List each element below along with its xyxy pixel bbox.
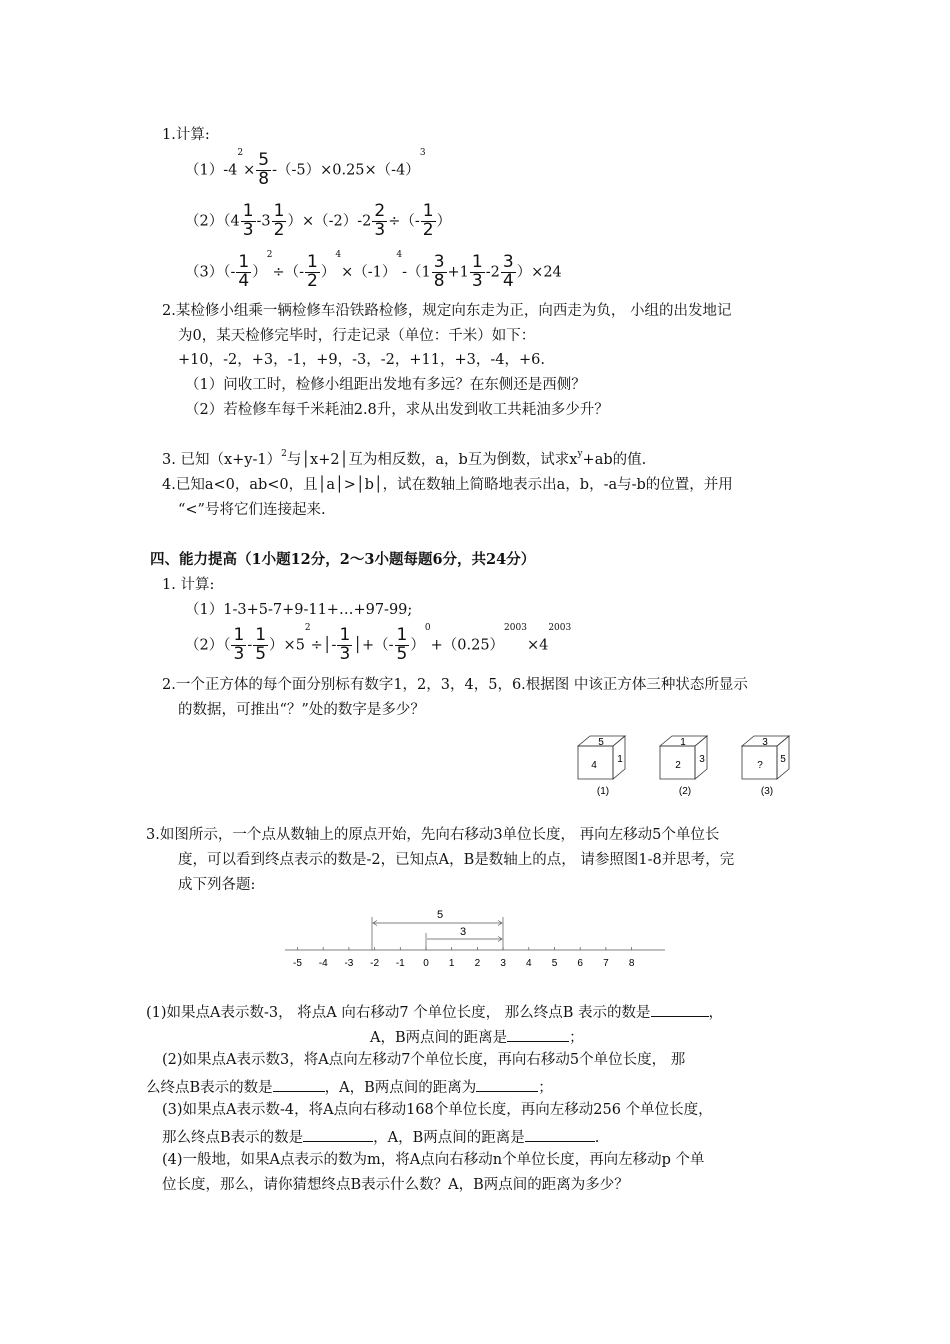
tick-label: 3 (500, 958, 506, 969)
sub1-line1: (1)如果点A表示数-3， 将点A 向右移动7 个单位长度， 那么终点B 表示的数是 ， (146, 1005, 724, 1021)
q1-3: （3）（- $\frac{1}{4}$ ）$^2$÷（- $\frac{1}{2}$ ）$^4\times(-1)^4-(1$ $\frac{3}{8}$ +1 $\frac{1}{3}$ -2 $\frac{3}{4}$ ）×24 (185, 250, 562, 291)
sub3-line2: 那么终点B表示的数是 ，A，B两点间的距离是 . (162, 1130, 600, 1146)
cube-3-top: 3 (762, 737, 768, 748)
s4-q3-line1: 3.如图所示，一个点从数轴上的原点开始，先向右移动3单位长度， 再向左移动5个单位长 (146, 827, 720, 843)
cube-1-side: 1 (617, 754, 623, 765)
cube-1-front: 4 (591, 760, 597, 771)
sub3-blank-distance[interactable] (525, 1128, 595, 1142)
cubes-figure (570, 728, 805, 798)
tick-label: -2 (370, 958, 380, 969)
s4-q1-title: 1. 计算: (162, 577, 215, 593)
cube-2-top: 1 (680, 737, 686, 748)
tick-label: 7 (603, 958, 609, 969)
q1-2: （2）（4 $\frac{1}{3}$ -3 $\frac{1}{2}$ ）×（-2）-2 $\frac{2}{3}$ ÷（- $\frac{1}{2}$ ） (185, 201, 452, 240)
tick-label: -3 (344, 958, 354, 969)
sub1-line2: A，B两点间的距离是 ； (370, 1030, 584, 1046)
cube-3-label: (3) (760, 786, 774, 797)
s4-q2-line2: 的数据，可推出“？”处的数字是多少？ (178, 702, 425, 718)
cube-1-label: (1) (596, 786, 610, 797)
s4-q2-line1: 2.一个正方体的每个面分别标有数字1，2，3，4，5，6.根据图 中该正方体三种状态所显示 (162, 677, 748, 693)
sub2-blank-distance[interactable] (476, 1078, 538, 1092)
section4-heading: 四、能力提高（1小题12分，2～3小题每题6分，共24分） (150, 551, 536, 568)
q3: 3. 已知$(x+y-1)^2$与│x+2│互为相反数，a，b互为倒数，试求$x^y+ab$的值. (162, 449, 647, 468)
cube-2-front: 2 (675, 760, 681, 771)
q4-line1: 4.已知a<0，ab<0，且│a│>│b│，试在数轴上简略地表示出a，b，-a与-b的位置，并用 (162, 477, 733, 493)
cube-3-front: ? (757, 760, 763, 771)
cube-1-top: 5 (598, 737, 604, 748)
sub3-blank-b[interactable] (303, 1128, 373, 1142)
cube-2-side: 3 (699, 754, 705, 765)
sub1-blank-b[interactable] (651, 1003, 709, 1017)
tick-label: 5 (551, 958, 558, 969)
cube-1 (578, 736, 625, 797)
tick-label: 6 (577, 958, 583, 969)
tick-label: 0 (423, 958, 429, 969)
tick-label: 1 (448, 958, 455, 969)
cube-2-label: (2) (678, 786, 692, 797)
q2-line5: （2）若检修车每千米耗油2.8升，求从出发到收工共耗油多少升？ (185, 402, 609, 418)
tick-label: 2 (474, 958, 481, 969)
sub2-line1: (2)如果点A表示数3，将A点向左移动7个单位长度，再向右移动5个单位长度， 那 (162, 1052, 686, 1068)
q1-title: 1.计算: (162, 127, 210, 143)
cube-3 (742, 736, 789, 797)
q2-line4: （1）问收工时，检修小组距出发地有多远？在东侧还是西侧？ (185, 377, 586, 393)
q2-line2: 为0，某天检修完毕时，行走记录（单位：千米）如下： (178, 328, 536, 344)
s4-q1-1: （1）1-3+5-7+9-11+…+97-99; (185, 602, 413, 618)
sub4-line2: 位长度，那么，请你猜想终点B表示什么数？A，B两点间的距离为多少？ (162, 1177, 629, 1193)
cube-3-side: 5 (780, 754, 786, 765)
tick-label: -1 (395, 958, 405, 969)
span-5-label: 5 (436, 909, 444, 921)
sub2-blank-b[interactable] (273, 1078, 325, 1092)
sub3-line1: (3)如果点A表示数-4，将A点向右移动168个单位长度，再向左移动256 个单位长度， (162, 1102, 713, 1118)
cube-2 (660, 736, 707, 797)
s4-q1-2: （2）（ $\frac{1}{3}$ - $\frac{1}{5}$ ）$\times 5^2\div│-$ $\frac{1}{3}$ │+（- $\frac{1}{5}$ ）$^0+(0.25)^{2003}\times 4^{2003}$ (185, 623, 572, 664)
s4-q3-line2: 度，可以看到终点表示的数是-2，已知点A，B是数轴上的点， 请参照图1-8并思考，完 (178, 852, 735, 868)
tick-label: -4 (318, 958, 328, 969)
q4-line2: “<”号将它们连接起来. (178, 502, 326, 518)
s4-q3-line3: 成下列各题: (178, 877, 256, 893)
tick-label: 8 (628, 958, 635, 969)
q2-line3: +10，-2，+3，-1，+9，-3，-2，+11，+3，-4，+6. (178, 352, 545, 368)
q1-1: $(1)-4^2\times$ $\frac{5}{8}$ $-(-5)\times 0.25\times(-4)^3$ (185, 148, 426, 189)
sub2-line2: 么终点B表示的数是 ，A，B两点间的距离为 ； (146, 1080, 553, 1096)
sub4-line1: (4)一般地，如果A点表示的数为m，将A点向右移动n个单位长度，再向左移动p 个单 (162, 1152, 705, 1168)
number-line (280, 905, 670, 970)
tick-label: -5 (293, 958, 302, 969)
sub1-blank-distance[interactable] (507, 1028, 569, 1042)
q2-line1: 2.某检修小组乘一辆检修车沿铁路检修，规定向东走为正，向西走为负， 小组的出发地记 (162, 303, 732, 319)
tick-label: 4 (526, 958, 532, 969)
span-3-label: 3 (459, 926, 467, 938)
